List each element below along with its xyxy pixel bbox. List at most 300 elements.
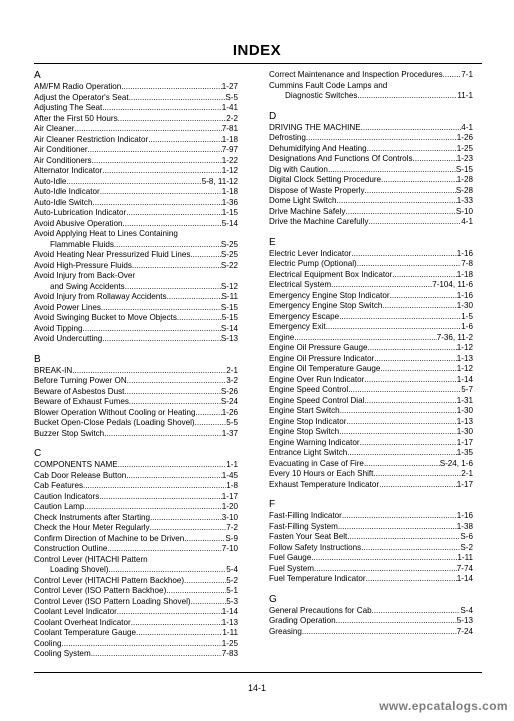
entry-topic: Control Lever (HITACHI Pattern Backhoe) [34,575,185,585]
entry-topic: Air Conditioners [34,155,92,165]
entry-page: 1-30 [456,406,473,415]
entry-page: 1-16 [456,511,473,520]
index-entry [269,459,473,470]
leader-dots [364,396,456,407]
entry-topic: Engine Over Run Indicator [269,374,365,384]
entry-topic: Avoid Tipping [34,323,83,333]
entry-page: S-14 [220,323,238,333]
entry-page: 1-37 [221,428,238,438]
entry-topic: Every 10 Hours or Each Shift [269,469,374,478]
index-entry [34,198,238,209]
entry-topic: Avoid Injury from Rollaway Accidents [34,292,167,301]
section-letter: D [269,110,277,122]
leader-dots [364,375,456,386]
entry-page: 1-36 [221,197,238,207]
index-entry [269,175,473,186]
entry-page: 5-7 [461,385,473,394]
entry-page: 1-18 [221,134,238,144]
index-entry [34,187,238,198]
index-entry [269,448,473,459]
leader-dots [413,154,457,165]
entry-topic: Confirm Direction of Machine to be Driven [34,533,185,543]
entry-topic: Emergency Exit [269,322,326,331]
entry-topic: Fasten Your Seat Belt [269,532,348,541]
index-entry [269,280,473,291]
entry-page: 1-13 [221,617,238,627]
index-entry [269,406,473,417]
entry-page: S-24, 1-6 [439,458,473,468]
entry-topic: COMPONENTS NAME [34,460,118,469]
leader-dots [127,376,227,387]
leader-dots [368,343,457,354]
entry-page: 1-31 [456,395,473,405]
leader-dots [314,564,457,575]
leader-dots [357,259,462,270]
entry-page: 1-18 [221,187,238,196]
leader-dots [364,459,440,470]
index-entry [269,543,473,554]
leader-dots [365,186,456,197]
leader-dots [366,574,457,585]
leader-dots [379,480,457,491]
entry-topic: Emergency Engine Stop Switch [269,301,383,310]
leader-dots [84,502,221,513]
entry-topic: Dome Light Switch [269,196,337,205]
entry-topic: Air Conditioner [34,145,88,154]
entry-page: 7-36, 11-2 [436,332,473,342]
index-entry-first-line: Avoid Injury from Back-Over [34,271,136,280]
index-entry [269,532,473,543]
entry-page: 5-5 [226,418,238,427]
entry-page: 1-11 [222,628,238,637]
leader-dots [347,448,457,459]
index-entry [269,259,473,270]
leader-dots [184,534,225,545]
leader-dots [372,606,461,617]
leader-dots [150,513,222,524]
entry-page: 2-2 [226,113,238,123]
index-entry [269,469,473,480]
section-gap [34,345,238,354]
entry-page: 1-25 [221,638,238,648]
entry-topic: and Swing Accidents [50,281,125,291]
index-entry [269,70,473,81]
index-column-right [269,70,473,637]
leader-dots [136,628,222,639]
leader-dots [339,427,457,438]
index-entry [34,93,238,104]
entry-page: 1-45 [221,470,238,480]
entry-page: 1-41 [221,103,238,112]
entry-topic: General Precautions for Cab [269,605,372,615]
index-entry [269,438,473,449]
index-entry [34,82,238,93]
leader-dots [340,406,457,417]
entry-page: 1-11 [457,553,473,562]
index-entry [34,628,238,639]
index-entry [34,135,238,146]
leader-dots [392,270,457,281]
watermark: www.epcatalogs.com [379,699,508,713]
index-entry [34,576,238,587]
entry-page: 1-12 [221,166,238,175]
entry-topic: Cab Door Release Button [34,470,127,480]
page-number: 14-1 [247,683,266,693]
entry-page: 3-2 [226,376,238,385]
index-entry [34,429,238,440]
entry-topic: Auto-Idle Indicator [34,187,100,196]
entry-page: 1-33 [456,196,473,205]
leader-dots [184,576,226,587]
entry-topic: Engine Oil Temperature Gauge [269,364,381,373]
entry-page: 11-1 [457,91,473,100]
entry-topic: Cooling [34,638,62,648]
index-entry [269,196,473,207]
entry-page: 5-4 [226,565,238,574]
entry-topic: Greasing [269,626,302,636]
index-entry [34,471,238,482]
entry-page: 1-27 [221,82,238,91]
leader-dots [328,165,456,176]
index-entry [34,597,238,608]
index-entry [34,313,238,324]
index-entry [34,261,238,272]
entry-topic: Caution Indicators [34,491,100,501]
index-entry [34,114,238,125]
entry-page: 1-26 [221,407,238,417]
index-entry [269,207,473,218]
index-entry [269,574,473,585]
entry-page: 2-1 [226,365,238,375]
entry-page: 3-10 [221,512,238,522]
entry-page: 1-16 [456,248,473,258]
entry-topic: Designations And Functions Of Controls [269,154,413,163]
index-entry [269,291,473,302]
index-entry [34,418,238,429]
leader-dots [104,429,222,440]
entry-page: S-24 [220,397,238,406]
index-entry [269,333,473,344]
index-entry [34,481,238,492]
entry-page: 1-14 [456,374,473,384]
index-entry [34,145,238,156]
entry-page: 1-20 [221,502,238,511]
leader-dots [102,166,221,177]
entry-page: 1-17 [221,491,238,501]
leader-dots [351,249,456,260]
leader-dots [99,492,222,503]
index-entry [34,586,238,597]
index-entry [34,639,238,650]
index-entry [34,366,238,377]
entry-page: 1-38 [456,521,473,531]
index-entry [34,534,238,545]
entry-topic: Loading Shovel) [50,565,109,574]
entry-topic: BREAK-IN [34,365,73,375]
leader-dots [148,135,222,146]
index-entry [34,334,238,345]
section-gap [269,585,473,594]
entry-topic: Engine Speed Control Dial [269,395,365,405]
leader-dots [294,333,437,344]
index-entry [34,513,238,524]
entry-topic: Engine Warning Indicator [269,437,360,447]
index-entry [269,144,473,155]
entry-page: S-11 [221,292,238,301]
entry-topic: Avoid Power Lines [34,302,101,312]
section-gap [269,102,473,111]
entry-topic: Flammable Fluids [50,239,114,249]
leader-dots [345,207,455,218]
leader-dots [336,196,456,207]
index-entry [34,376,238,387]
entry-page: 1-12 [456,343,473,352]
entry-page: 1-13 [456,416,473,426]
entry-topic: Grading Operation [269,616,336,625]
entry-topic: Electrical System [269,280,332,289]
entry-page: 5-2 [226,575,238,585]
leader-dots [129,93,226,104]
leader-dots [177,313,222,324]
index-entry [34,544,238,555]
leader-dots [92,156,222,167]
entry-topic: Buzzer Stop Switch [34,428,105,438]
index-entry [269,91,473,102]
entry-topic: Caution Lamp [34,502,85,511]
index-entry [269,186,473,197]
entry-topic: After the First 50 Hours [34,113,118,123]
leader-dots [373,469,461,480]
entry-topic: Follow Safety Instructions [269,542,362,552]
entry-topic: Cooling System [34,649,91,658]
entry-topic: Cab Features [34,481,84,490]
entry-topic: Beware of Exhaust Fumes [34,397,129,406]
entry-page: 1-17 [456,479,473,489]
entry-topic: Bucket Open-Close Pedals (Loading Shovel) [34,418,195,427]
entry-topic: Electric Lever Indicator [269,248,352,258]
entry-topic: Dehumidifying And Heating [269,143,367,153]
leader-dots [443,70,462,81]
entry-topic: Emergency Engine Stop Indicator [269,290,390,300]
section-letter: F [269,499,276,510]
entry-topic: Engine Start Switch [269,406,340,415]
entry-topic: Fast-Filling Indicator [269,511,342,520]
leader-dots [195,418,227,429]
entry-topic: Engine Oil Pressure Gauge [269,343,368,352]
entry-page: 2-1 [461,469,473,478]
entry-page: 4-1 [461,122,473,132]
entry-page: 7-97 [221,145,238,154]
index-entry [34,618,238,629]
index-entry [269,364,473,375]
leader-dots [118,114,227,125]
leader-dots [121,82,222,93]
index-entry [34,324,238,335]
section-letter: B [34,353,41,365]
leader-dots [311,553,457,564]
leader-dots [88,145,222,156]
entry-topic: Fuel Temperature Indicator [269,574,366,583]
leader-dots [91,649,222,660]
entry-topic: Coolant Level Indicator [34,607,117,616]
index-entry [34,303,238,314]
leader-dots [102,334,221,345]
entry-page: 1-14 [221,607,238,616]
entry-topic: Digital Clock Setting Procedure [269,175,382,184]
index-entry [269,553,473,564]
entry-page: 5-13 [456,616,473,625]
leader-dots [61,639,221,650]
leader-dots [306,133,457,144]
entry-page: 4-1 [461,217,473,226]
entry-page: S-9 [225,533,238,543]
index-entry-first-line: Control Lever (HITACHI Pattern [34,554,148,564]
entry-page: 7-24 [456,626,473,636]
index-entry [34,282,238,293]
leader-dots [75,124,222,135]
footer-rule [34,672,482,673]
index-entry [269,616,473,627]
entry-topic: Before Turning Power ON [34,376,127,385]
entry-page: S-22 [220,260,238,270]
entry-topic: Auto-Idle [34,176,67,186]
leader-dots [380,364,456,375]
entry-page: S-15 [220,302,238,312]
index-entry [34,177,238,188]
entry-topic: Engine Stop Indicator [269,416,347,426]
title-rule [34,63,482,64]
entry-topic: Exhaust Temperature Indicator [269,479,380,489]
entry-page: 1-17 [456,437,473,447]
entry-page: 1-35 [456,448,473,457]
index-entry [269,564,473,575]
entry-page: S-12 [220,281,238,291]
entry-page: 7-74 [456,563,473,573]
entry-topic: Dig with Caution [269,164,328,174]
entry-page: S-6 [460,532,473,541]
entry-topic: Engine Stop Switch [269,427,340,436]
entry-page: 7-10 [221,544,238,553]
entry-page: 1-26 [456,133,473,142]
entry-page: 1-5 [461,311,473,321]
index-column-left [34,70,238,660]
index-entry [269,217,473,228]
section-letter: A [34,70,41,81]
entry-topic: Alternator Indicator [34,166,103,175]
index-entry [34,492,238,503]
leader-dots [360,438,457,449]
leader-dots [102,103,222,114]
entry-topic: Emergency Escape [269,311,340,321]
entry-page: 7-2 [226,523,238,532]
entry-page: 1-30 [456,301,473,310]
leader-dots [101,303,221,314]
leader-dots [302,627,457,638]
leader-dots [368,217,461,228]
index-entry [269,343,473,354]
entry-page: S-15 [455,164,473,174]
entry-page: 1-30 [456,427,473,436]
section-letter: E [269,236,276,248]
index-entry [34,649,238,660]
index-entry [269,417,473,428]
entry-page: 1-13 [456,353,473,363]
entry-topic: Auto-Idle Switch [34,197,93,207]
entry-page: 1-6 [461,322,473,331]
index-entry [34,523,238,534]
entry-topic: Adjusting The Seat [34,103,103,112]
index-entry [269,511,473,522]
entry-topic: Blower Operation Without Cooling or Heating [34,407,196,417]
leader-dots [126,471,222,482]
leader-dots [339,312,461,323]
entry-page: 1-14 [456,574,473,583]
entry-topic: Drive the Machine Carefully [269,217,369,226]
leader-dots [347,532,460,543]
index-entry [269,249,473,260]
entry-topic: Auto-Lubrication Indicator [34,208,127,217]
entry-page: 5-3 [226,596,238,606]
index-entry [269,522,473,533]
entry-topic: Avoid Undercutting [34,334,103,343]
index-entry [34,124,238,135]
entry-page: 1-22 [221,155,238,165]
entry-topic: Avoid Heating Near Pressurized Fluid Lines [34,250,191,259]
section-gap [269,490,473,499]
entry-topic: Coolant Overheat Indicator [34,617,131,627]
entry-topic: AM/FM Radio Operation [34,82,122,91]
entry-page: 7-1 [461,70,473,79]
leader-dots [326,322,462,333]
leader-dots [342,511,457,522]
entry-topic: Entrance Light Switch [269,448,348,457]
index-entry [269,385,473,396]
entry-topic: Dispose of Waste Properly [269,185,365,195]
entry-topic: Engine Oil Pressure Indicator [269,353,375,363]
entry-topic: Adjust the Operator's Seat [34,92,129,102]
entry-page: 5-8, 11-12 [201,176,238,186]
leader-dots [100,187,222,198]
entry-topic: Evacuating in Case of Fire [269,458,364,468]
leader-dots [109,565,227,576]
entry-topic: Avoid Swinging Bucket to Move Objects [34,313,177,322]
entry-page: S-25 [220,239,238,249]
entry-page: S-10 [455,206,473,216]
leader-dots [92,198,221,209]
leader-dots [125,282,221,293]
entry-topic: Fast-Filling System [269,521,338,531]
leader-dots [123,219,222,230]
entry-page: 1-1 [226,460,238,469]
entry-page: S-4 [460,605,473,615]
entry-page: 5-1 [226,586,238,595]
index-entry [269,322,473,333]
leader-dots [129,397,221,408]
index-entry [34,156,238,167]
index-entry [269,627,473,638]
index-entry [34,240,238,251]
entry-topic: Engine Speed Control [269,385,349,394]
leader-dots [338,522,457,533]
leader-dots [374,354,457,365]
index-entry [34,460,238,471]
leader-dots [117,607,222,618]
entry-topic: Fuel System [269,563,314,573]
section-letter: C [34,448,42,459]
entry-page: S-2 [460,542,473,552]
index-entry [269,375,473,386]
index-entry [34,219,238,230]
